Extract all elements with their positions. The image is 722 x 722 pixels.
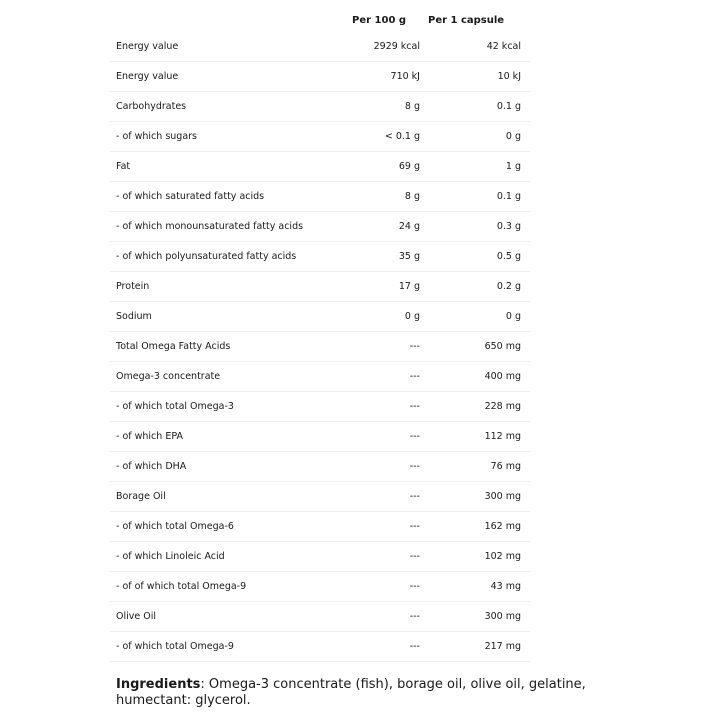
value-per-capsule: 42 kcal bbox=[486, 41, 521, 52]
value-per-capsule: 400 mg bbox=[484, 371, 521, 382]
table-row bbox=[110, 92, 530, 122]
nutrient-label: Carbohydrates bbox=[116, 101, 187, 112]
value-per-100g: 2929 kcal bbox=[373, 41, 420, 52]
value-per-100g: --- bbox=[409, 551, 420, 562]
value-per-capsule: 43 mg bbox=[490, 581, 521, 592]
header-per-capsule: Per 1 capsule bbox=[428, 14, 505, 26]
nutrient-label: Energy value bbox=[116, 41, 179, 52]
value-per-100g: --- bbox=[409, 371, 420, 382]
table-row bbox=[110, 452, 530, 482]
nutrient-label: Protein bbox=[116, 281, 150, 292]
ingredients-paragraph bbox=[116, 677, 636, 709]
value-per-100g: --- bbox=[409, 581, 420, 592]
nutrient-label: Omega-3 concentrate bbox=[116, 371, 221, 382]
nutrient-label: Olive Oil bbox=[116, 611, 156, 622]
value-per-100g: 69 g bbox=[398, 161, 420, 172]
value-per-capsule: 0.1 g bbox=[496, 101, 521, 112]
nutrient-label: Sodium bbox=[116, 311, 152, 322]
table-row bbox=[110, 302, 530, 332]
table-row bbox=[110, 212, 530, 242]
value-per-capsule: 0 g bbox=[505, 131, 521, 142]
value-per-capsule: 1 g bbox=[505, 161, 521, 172]
value-per-100g: --- bbox=[409, 491, 420, 502]
value-per-capsule: 0.3 g bbox=[496, 221, 521, 232]
value-per-100g: --- bbox=[409, 431, 420, 442]
nutrient-label: - of which DHA bbox=[116, 461, 187, 472]
table-row bbox=[110, 392, 530, 422]
value-per-100g: --- bbox=[409, 611, 420, 622]
table-row bbox=[110, 512, 530, 542]
value-per-capsule: 650 mg bbox=[484, 341, 521, 352]
table-row bbox=[110, 182, 530, 212]
value-per-100g: < 0.1 g bbox=[384, 131, 420, 142]
value-per-100g: --- bbox=[409, 641, 420, 652]
table-row bbox=[110, 482, 530, 512]
value-per-100g: --- bbox=[409, 341, 420, 352]
table-row bbox=[110, 422, 530, 452]
value-per-capsule: 0.5 g bbox=[496, 251, 521, 262]
table-row bbox=[110, 242, 530, 272]
table-row bbox=[110, 32, 530, 62]
value-per-capsule: 0 g bbox=[505, 311, 521, 322]
nutrient-label: - of which total Omega-9 bbox=[116, 641, 234, 652]
value-per-capsule: 162 mg bbox=[484, 521, 521, 532]
nutrient-label: - of of which total Omega-9 bbox=[116, 581, 247, 592]
nutrient-label: Energy value bbox=[116, 71, 179, 82]
nutrient-label: - of which polyunsaturated fatty acids bbox=[116, 251, 297, 262]
header-per-100g: Per 100 g bbox=[352, 14, 407, 26]
value-per-100g: 17 g bbox=[398, 281, 420, 292]
value-per-capsule: 0.2 g bbox=[496, 281, 521, 292]
table-row bbox=[110, 602, 530, 632]
value-per-100g: --- bbox=[409, 461, 420, 472]
ingredients-title: Ingredients bbox=[116, 677, 201, 692]
value-per-100g: 8 g bbox=[404, 191, 420, 202]
value-per-capsule: 102 mg bbox=[484, 551, 521, 562]
table-body bbox=[110, 32, 530, 662]
nutrient-label: Fat bbox=[116, 161, 131, 172]
value-per-capsule: 10 kJ bbox=[497, 71, 521, 82]
nutrient-label: Borage Oil bbox=[116, 491, 166, 502]
value-per-capsule: 228 mg bbox=[484, 401, 521, 412]
nutrient-label: - of which saturated fatty acids bbox=[116, 191, 265, 202]
nutrient-label: Total Omega Fatty Acids bbox=[116, 341, 231, 352]
nutrient-label: - of which EPA bbox=[116, 431, 183, 442]
value-per-capsule: 76 mg bbox=[490, 461, 521, 472]
value-per-100g: --- bbox=[409, 521, 420, 532]
value-per-capsule: 112 mg bbox=[484, 431, 521, 442]
table-row bbox=[110, 272, 530, 302]
nutrient-label: - of which total Omega-3 bbox=[116, 401, 234, 412]
nutrient-label: - of which monounsaturated fatty acids bbox=[116, 221, 304, 232]
nutrient-label: - of which total Omega-6 bbox=[116, 521, 234, 532]
nutrient-label: - of which sugars bbox=[116, 131, 197, 142]
table-row bbox=[110, 362, 530, 392]
value-per-100g: 24 g bbox=[398, 221, 420, 232]
table-row bbox=[110, 632, 530, 662]
value-per-100g: --- bbox=[409, 401, 420, 412]
table-row bbox=[110, 122, 530, 152]
table-row bbox=[110, 152, 530, 182]
table-row bbox=[110, 542, 530, 572]
ingredients-text: : Omega-3 concentrate (fish), borage oil, olive oil, gelatine, humectant: glycerol. bbox=[116, 677, 586, 708]
nutrition-table bbox=[110, 8, 530, 662]
value-per-capsule: 0.1 g bbox=[496, 191, 521, 202]
nutrient-label: - of which Linoleic Acid bbox=[116, 551, 225, 562]
value-per-100g: 710 kJ bbox=[390, 71, 420, 82]
value-per-capsule: 300 mg bbox=[484, 491, 521, 502]
table-header bbox=[110, 8, 530, 32]
value-per-capsule: 300 mg bbox=[484, 611, 521, 622]
value-per-100g: 0 g bbox=[404, 311, 420, 322]
table-row bbox=[110, 62, 530, 92]
value-per-100g: 35 g bbox=[398, 251, 420, 262]
table-row bbox=[110, 572, 530, 602]
value-per-100g: 8 g bbox=[404, 101, 420, 112]
value-per-capsule: 217 mg bbox=[484, 641, 521, 652]
table-row bbox=[110, 332, 530, 362]
